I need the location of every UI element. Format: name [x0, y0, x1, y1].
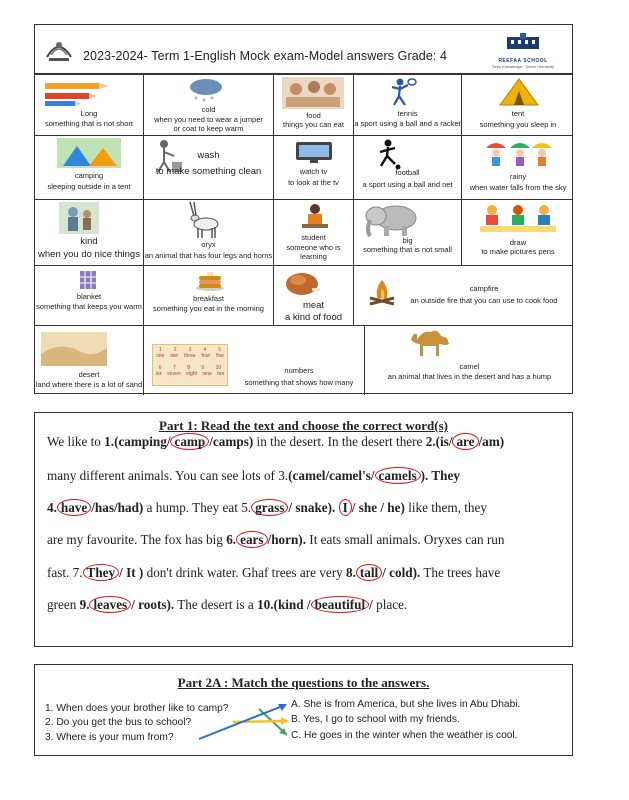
- vocab-meaning: things you can eat: [283, 120, 344, 129]
- exam-title: 2023-2024- Term 1-English Mock exam-Model answers Grade: 4: [83, 49, 448, 63]
- vocab-cell-desert: [35, 326, 143, 395]
- vocab-meaning: to make something clean: [155, 166, 262, 177]
- vocab-row: [35, 265, 572, 325]
- vocab-word: draw: [509, 238, 527, 247]
- page-header: [34, 24, 573, 74]
- arrowhead-icon: [281, 717, 289, 725]
- circled-answer: camels: [375, 467, 421, 484]
- tent-icon: [496, 77, 542, 107]
- answer-a: A. She is from America, but she lives in Abu Dhabi.: [291, 699, 521, 710]
- vocab-cell-football: [353, 136, 461, 199]
- choice-options: /am): [478, 434, 505, 449]
- text-line: [47, 467, 560, 484]
- chart-word: four: [201, 353, 211, 359]
- vocab-cell-breakfast: [143, 266, 273, 325]
- choice-options: 8.: [345, 565, 356, 580]
- choice-options: / she / he): [351, 500, 405, 515]
- answer-c: C. He goes in the winter when the weather is cool.: [291, 730, 518, 741]
- circled-answer: beautiful: [311, 596, 370, 613]
- text-segment: It eats small animals. Oryxes can run: [306, 532, 505, 547]
- vocab-meaning: when water falls from the sky: [469, 183, 567, 192]
- question-2: 2. Do you get the bus to school?: [45, 717, 192, 728]
- vocab-meaning: to look at the tv: [288, 178, 339, 187]
- vocab-meaning: a sport using a ball and a racket: [354, 119, 461, 128]
- text-segment: many different animals. You can see lots of 3.: [47, 468, 289, 483]
- vocab-meaning: something that keeps you warm: [36, 302, 142, 311]
- camping-icon: [57, 138, 121, 168]
- text-segment: green: [47, 597, 80, 612]
- chart-word: eight: [186, 371, 197, 377]
- circled-answer: tall: [356, 564, 382, 581]
- elephant-icon: [362, 202, 422, 238]
- chart-number: 2: [173, 347, 177, 353]
- number-chart-icon: [152, 344, 228, 386]
- family-meal-icon: [282, 77, 344, 109]
- vocab-word: football: [395, 168, 420, 177]
- vocab-word: blanket: [76, 292, 102, 301]
- chart-number: 1: [159, 347, 162, 353]
- vocab-cell-wash: [143, 136, 273, 199]
- choice-options: 9.: [79, 597, 90, 612]
- vocabulary-grid: [34, 74, 573, 394]
- vocab-cell-watch-tv: [273, 136, 353, 199]
- vocab-word: desert: [78, 370, 100, 379]
- vocab-row: [35, 135, 572, 199]
- vocab-meaning: sleeping outside in a tent: [47, 182, 131, 191]
- vocab-meaning: an animal that lives in the desert and has a hump: [387, 372, 552, 381]
- vocab-meaning: something you eat in the morning: [153, 304, 264, 313]
- snow-cloud-icon: [186, 77, 226, 103]
- chart-number: 3: [188, 347, 192, 353]
- choice-options: 2.(is/: [425, 434, 453, 449]
- tennis-player-icon: [386, 77, 420, 107]
- choice-options: 4.: [47, 500, 57, 515]
- question-1: 1. When does your brother like to camp?: [45, 703, 229, 714]
- vocab-word: wash: [197, 150, 220, 161]
- chart-word: three: [184, 353, 196, 359]
- vocab-cell-student: [273, 200, 353, 265]
- vocab-cell-rainy: [461, 136, 574, 199]
- choice-options: / roots).: [131, 597, 175, 612]
- vocab-word: breakfast: [193, 294, 224, 303]
- school-building-icon: [503, 31, 543, 51]
- vocab-meaning: when you do nice things: [38, 249, 140, 260]
- circled-answer: are: [452, 433, 478, 450]
- vocab-word: meat: [302, 300, 325, 311]
- vocab-cell-camping: [35, 136, 143, 199]
- chart-word: ten: [217, 371, 225, 377]
- vocab-word: oryx: [201, 240, 216, 249]
- vocab-row: [35, 199, 572, 265]
- vocab-word: tent: [511, 109, 525, 118]
- text-line: [47, 564, 560, 581]
- choice-options: 6.: [226, 532, 237, 547]
- vocab-word: kind: [80, 236, 98, 247]
- vocab-word: tennis: [397, 109, 418, 118]
- vocab-word: cold: [201, 105, 216, 114]
- vocab-meaning: something that is not small: [363, 245, 452, 254]
- chart-number: 9: [201, 365, 205, 371]
- circled-answer: They: [83, 564, 120, 581]
- text-segment: in the desert. In the desert there: [253, 434, 426, 449]
- circled-answer: I: [339, 499, 352, 516]
- vocab-cell-blanket: [35, 266, 143, 325]
- choice-options: 1.(camping/: [104, 434, 171, 449]
- circled-answer: leaves: [89, 596, 131, 613]
- chart-word: two: [170, 353, 179, 359]
- chart-number: 5: [218, 347, 221, 353]
- text-line: [47, 531, 560, 548]
- choice-options: /camps): [209, 434, 254, 449]
- vocab-word: camping: [74, 171, 104, 180]
- football-player-icon: [374, 138, 404, 170]
- vocab-meaning: land where there is a lot of sand: [35, 380, 143, 389]
- text-segment: The trees have: [420, 565, 501, 580]
- chart-word: nine: [202, 371, 212, 377]
- chart-number: 10: [215, 365, 222, 371]
- circled-answer: camp: [170, 433, 209, 450]
- chart-word: one: [156, 353, 165, 359]
- vocab-cell-oryx: [143, 200, 273, 265]
- vocab-meaning: someone who is learning: [286, 243, 341, 261]
- vocab-row: [35, 325, 572, 395]
- vocab-cell-tennis: [353, 75, 461, 135]
- rain-kids-icon: [480, 138, 556, 168]
- tv-icon: [294, 140, 334, 164]
- circled-answer: have: [57, 499, 91, 516]
- text-segment: We like to: [47, 434, 105, 449]
- vocab-cell-tent: [461, 75, 574, 135]
- vocab-cell-numbers: [143, 326, 364, 395]
- circled-answer: grass: [251, 499, 288, 516]
- choice-options: ). They: [420, 468, 460, 483]
- vocab-word: watch tv: [299, 167, 328, 176]
- part2a-title: Part 2A : Match the questions to the answers.: [177, 675, 430, 690]
- choice-options: /horn).: [267, 532, 306, 547]
- vocab-meaning: something you sleep in: [479, 120, 557, 129]
- vocab-word: Long: [80, 109, 98, 118]
- vocab-cell-draw: [461, 200, 574, 265]
- choice-options: / It ): [119, 565, 144, 580]
- match-arrows: [35, 665, 574, 757]
- camel-icon: [405, 326, 455, 358]
- text-line: [47, 499, 560, 516]
- choice-options: /: [369, 597, 373, 612]
- vocab-meaning: an animal that has four legs and horns: [144, 251, 273, 260]
- vocab-meaning: a sport using a ball and net: [362, 180, 453, 189]
- text-segment: don't drink water. Ghaf trees are very: [143, 565, 346, 580]
- vocab-cell-cold: [143, 75, 273, 135]
- school-tagline: Seek Knowledge · Serve Humanity: [491, 64, 555, 69]
- vocab-cell-campfire: [353, 266, 574, 325]
- drawing-kids-icon: [474, 202, 560, 234]
- vocab-meaning: something that is not short: [45, 119, 133, 128]
- vocab-meaning: when you need to wear a jumper or coat to keep warm: [154, 115, 263, 133]
- text-segment: The desert is a: [174, 597, 258, 612]
- vocab-cell-food: [273, 75, 353, 135]
- vocab-cell-long: [35, 75, 143, 135]
- choice-options: 10.(kind /: [257, 597, 311, 612]
- question-3: 3. Where is your mum from?: [45, 732, 174, 743]
- vocab-meaning: a kind of food: [284, 312, 343, 323]
- part2a-section: [34, 664, 573, 756]
- desert-icon: [41, 332, 107, 366]
- vocab-cell-kind: [35, 200, 143, 265]
- vocab-word: student: [301, 233, 326, 242]
- answer-b: B. Yes, I go to school with my friends.: [291, 714, 460, 725]
- chart-number: 4: [203, 347, 207, 353]
- kind-icon: [59, 202, 99, 234]
- vocab-word: rainy: [509, 172, 527, 181]
- choice-options: (camel/camel's/: [288, 468, 375, 483]
- blanket-icon: [79, 270, 97, 290]
- circled-answer: ears: [236, 531, 267, 548]
- part1-section: [34, 412, 573, 647]
- text-segment: are my favourite. The fox has big: [47, 532, 227, 547]
- school-name: REEFAA SCHOOL: [498, 58, 548, 64]
- school-logo: [488, 31, 558, 67]
- roast-chicken-icon: [282, 268, 322, 298]
- ministry-logo-icon: [41, 31, 77, 67]
- vocab-meaning: an outside fire that you can use to cook food: [410, 296, 558, 305]
- vocab-word: food: [306, 111, 321, 120]
- chart-word: five: [216, 353, 224, 359]
- choice-options: / cold).: [382, 565, 421, 580]
- vocab-word: camel: [459, 362, 480, 371]
- text-segment: place.: [372, 597, 408, 612]
- vocab-meaning: something that shows how many: [244, 378, 354, 387]
- vocab-word: numbers: [284, 366, 314, 375]
- choice-options: / snake).: [288, 500, 339, 515]
- text-segment: like them, they: [404, 500, 487, 515]
- vocab-cell-meat: [273, 266, 353, 325]
- part1-title: Part 1: Read the text and choose the correct word(s): [159, 418, 448, 433]
- chart-number: 8: [187, 365, 190, 371]
- chart-number: 6: [158, 365, 162, 371]
- student-icon: [298, 202, 332, 232]
- text-line: [47, 433, 560, 450]
- vocab-word: campfire: [469, 284, 499, 293]
- vocab-cell-camel: [364, 326, 574, 395]
- chart-word: six: [155, 371, 162, 377]
- text-segment: a hump. They eat 5.: [143, 500, 252, 515]
- chart-word: seven: [167, 371, 181, 377]
- text-line: [47, 596, 560, 613]
- vocab-cell-big: [353, 200, 461, 265]
- vocab-row: [35, 75, 572, 135]
- pancakes-icon: [194, 268, 226, 292]
- vocab-meaning: to make pictures pens: [481, 247, 555, 256]
- choice-options: /has/had): [91, 500, 144, 515]
- vocab-word: big: [402, 236, 413, 245]
- pencils-icon: [43, 79, 113, 107]
- chart-number: 7: [172, 365, 176, 371]
- text-segment: fast. 7.: [47, 565, 83, 580]
- oryx-icon: [180, 200, 224, 240]
